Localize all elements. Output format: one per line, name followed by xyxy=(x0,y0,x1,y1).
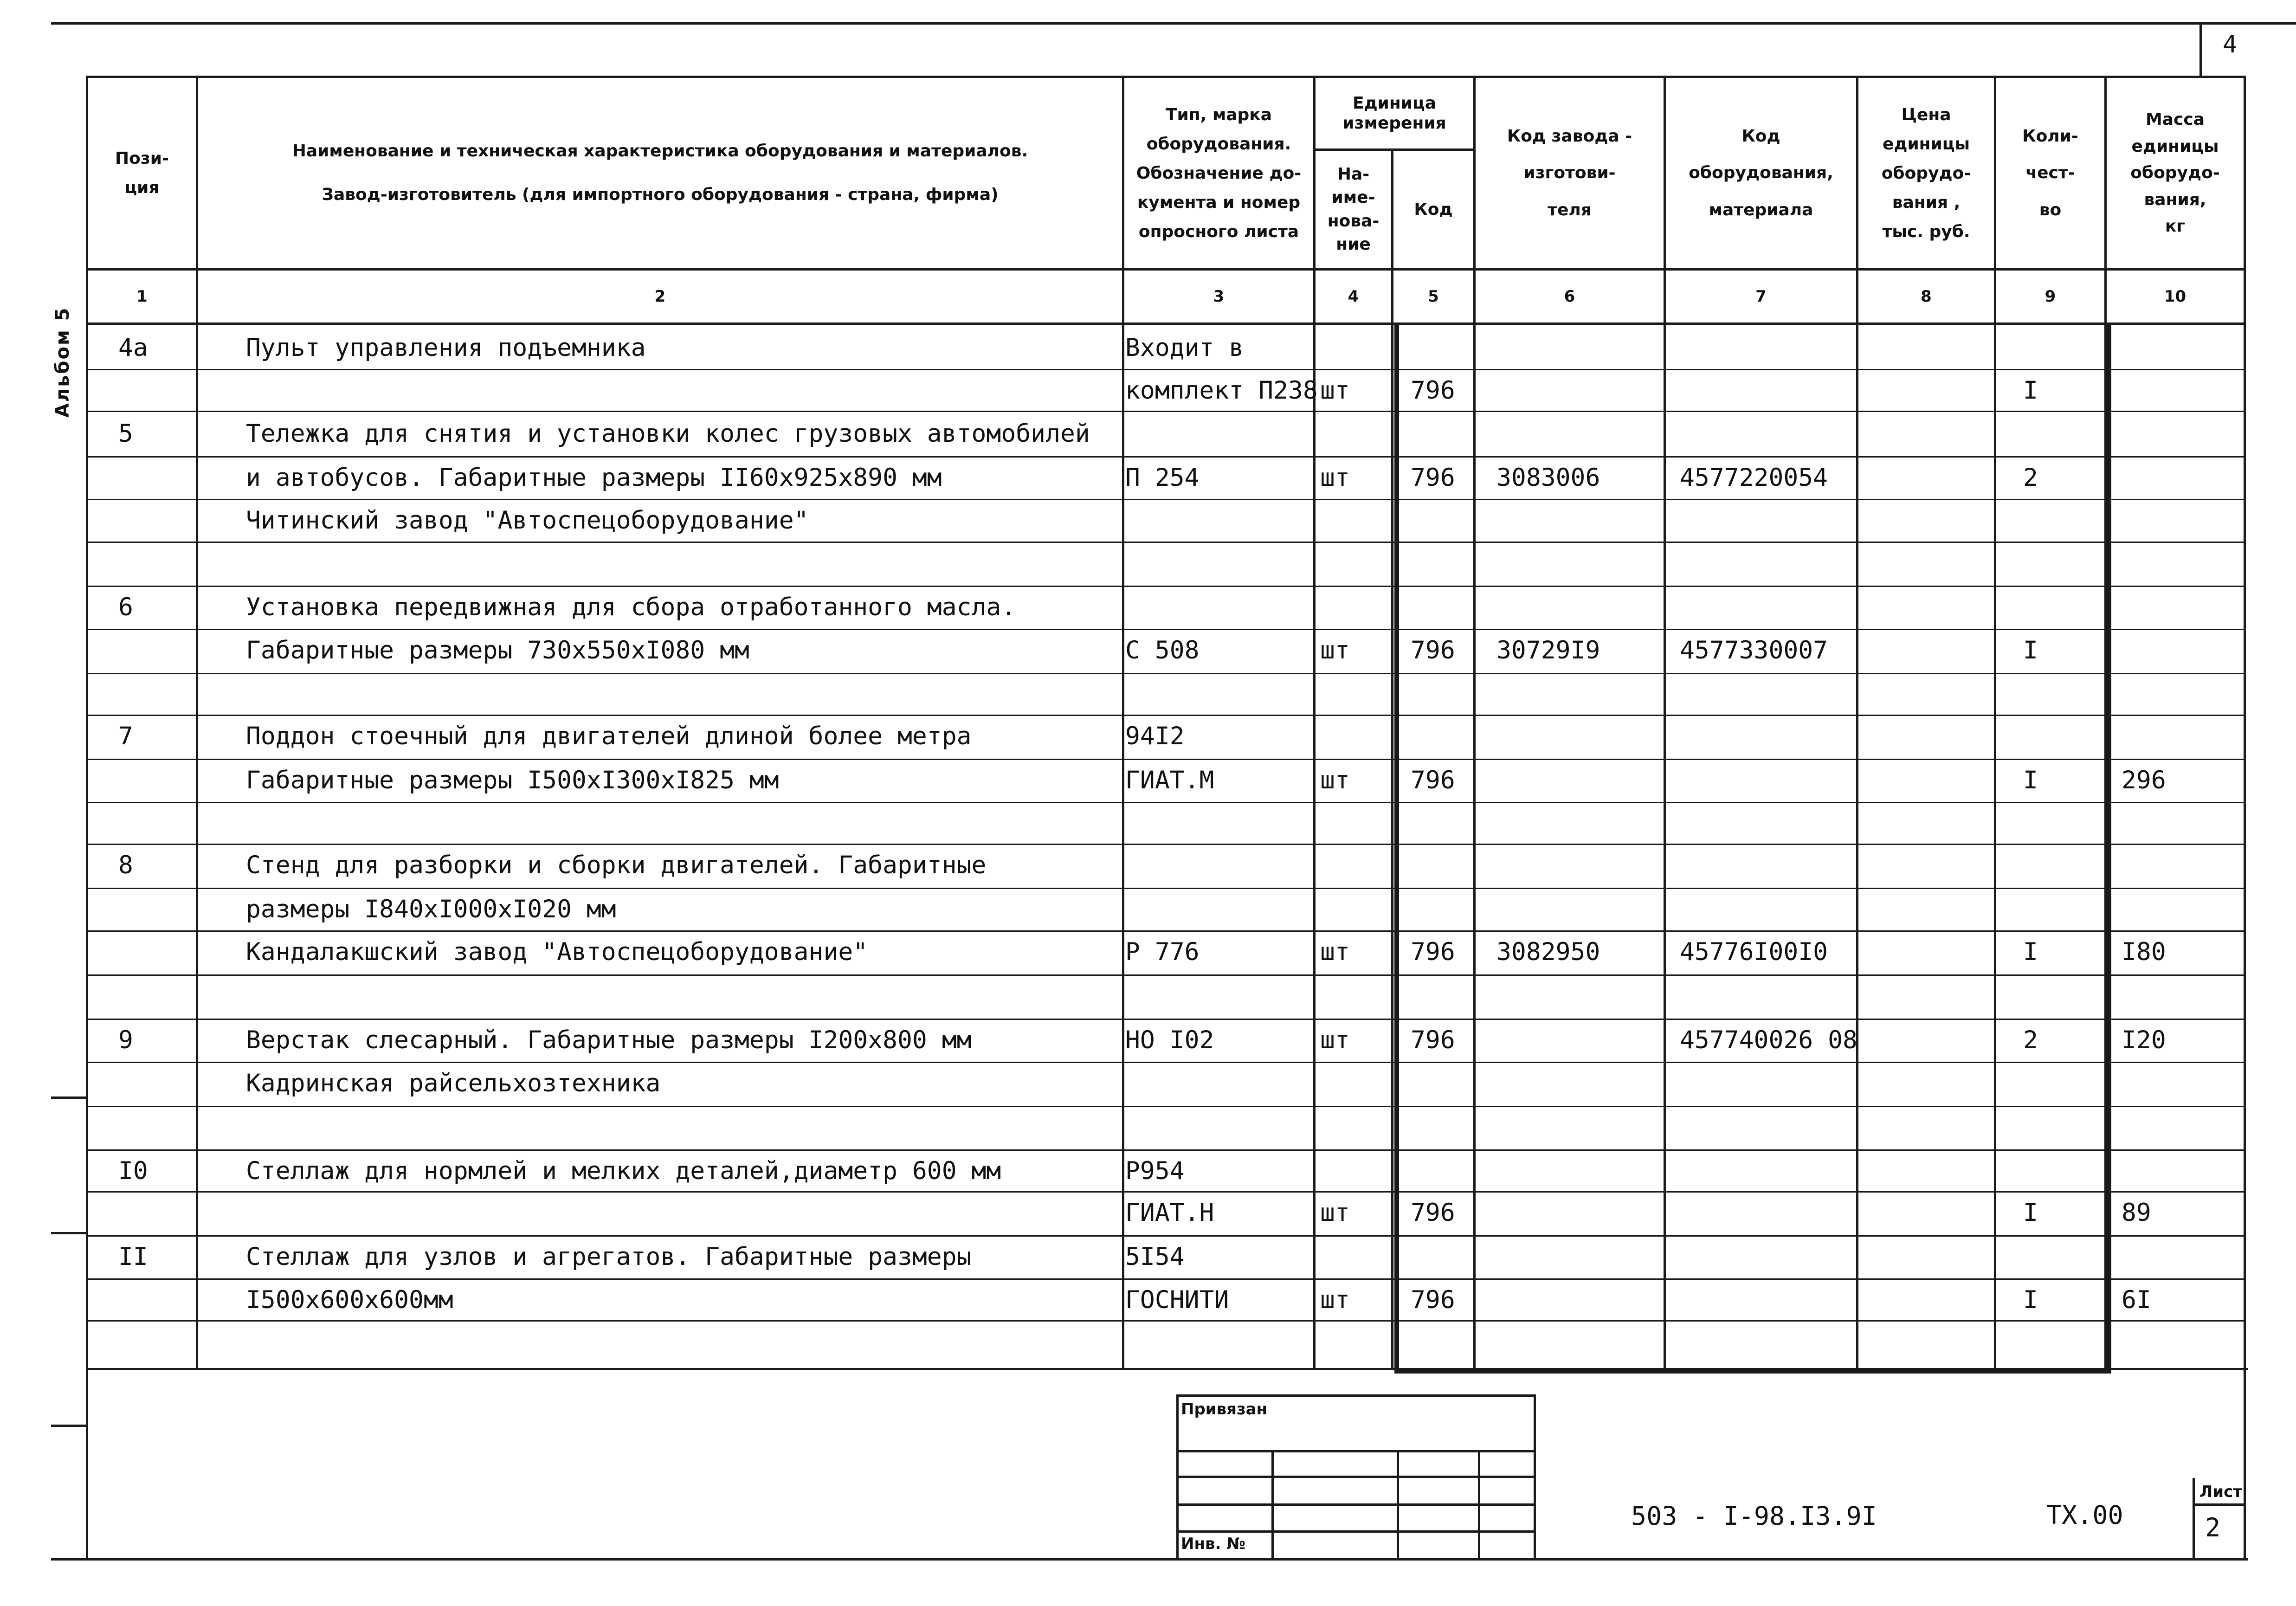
cell-unit: шт xyxy=(1320,636,1350,664)
thick-block-right xyxy=(2107,322,2111,1374)
row-divider xyxy=(86,411,2244,412)
cell-qty: I xyxy=(2023,636,2038,664)
cell-name: Габаритные размеры I500xI300xI825 мм xyxy=(246,766,779,794)
cell-qty: I xyxy=(2023,938,2038,966)
cell-code: 796 xyxy=(1411,636,1455,664)
header-price: Цена единицы оборудо- вания , тыс. руб. xyxy=(1881,105,1971,241)
col-number: 7 xyxy=(1755,287,1767,306)
cell-unit: шт xyxy=(1320,938,1350,966)
row-divider xyxy=(86,844,2244,845)
cell-qty: I xyxy=(2023,1286,2038,1314)
cell-pos: 6 xyxy=(118,593,133,621)
row-divider xyxy=(86,715,2244,716)
col-number: 3 xyxy=(1213,287,1225,306)
cell-name: Кадринская райсельхозтехника xyxy=(246,1069,661,1097)
stamp-top xyxy=(1176,1394,1536,1397)
col-number: 5 xyxy=(1428,287,1439,306)
cell-type: комплект П238 xyxy=(1125,376,1318,405)
cell-type: Р954 xyxy=(1125,1157,1185,1185)
cell-name: Кандалакшский завод "Автоспецоборудование" xyxy=(246,938,868,966)
cell-equip: 4577330007 xyxy=(1680,636,1828,664)
col-number: 10 xyxy=(2164,287,2186,306)
margin-tick xyxy=(51,1096,88,1099)
header-equipment-code: Код оборудования, материала xyxy=(1689,127,1833,219)
row-divider xyxy=(86,369,2244,370)
frame-right-line xyxy=(2244,76,2246,1561)
cell-mass: 89 xyxy=(2122,1199,2151,1227)
row-divider xyxy=(86,456,2244,458)
cell-qty: I xyxy=(2023,376,2038,405)
cell-name: Стеллаж для узлов и агрегатов. Габаритные размеры xyxy=(246,1243,972,1271)
cell-pos: 4а xyxy=(118,334,148,362)
col-divider xyxy=(1994,76,1996,1370)
frame-bottom-line xyxy=(51,1558,2248,1561)
cell-factory: 3082950 xyxy=(1496,938,1600,966)
col-number: 1 xyxy=(136,287,148,306)
col-number: 9 xyxy=(2044,287,2056,306)
cell-pos: 7 xyxy=(118,722,133,750)
row-divider xyxy=(86,499,2244,500)
row-divider xyxy=(86,1368,2244,1369)
sheet-number-box xyxy=(2199,22,2202,78)
row-divider xyxy=(86,1320,2244,1322)
cell-factory: 3083006 xyxy=(1496,464,1600,492)
header-mass: Масса единицы оборудо- вания, кг xyxy=(2130,110,2220,236)
header-position: Пози- ция xyxy=(115,149,169,197)
cell-name: Тележка для снятия и установки колес грузовых автомобилей xyxy=(246,419,1090,448)
cell-code: 796 xyxy=(1411,1026,1455,1054)
cell-pos: 5 xyxy=(118,419,133,448)
cell-type: 5I54 xyxy=(1125,1243,1185,1271)
list-box-divider xyxy=(2193,1503,2246,1506)
cell-type: Р 776 xyxy=(1125,938,1200,966)
col-divider xyxy=(1122,76,1124,1370)
row-divider xyxy=(86,542,2244,543)
row-divider xyxy=(86,888,2244,889)
cell-pos: 8 xyxy=(118,851,133,879)
cell-code: 796 xyxy=(1411,1286,1455,1314)
cell-name: Верстак слесарный. Габаритные размеры I200x800 мм xyxy=(246,1026,972,1054)
album-label: Альбом 5 xyxy=(52,306,73,418)
header-name: Наименование и техническая характеристика оборудования и материалов. Завод-изготовитель (для импортного оборудования - страна, фирма) xyxy=(292,142,1028,204)
col-divider xyxy=(1473,76,1476,1370)
cell-pos: I0 xyxy=(118,1157,148,1185)
cell-code: 796 xyxy=(1411,376,1455,405)
stamp-col xyxy=(1271,1450,1274,1561)
header-quantity: Коли- чест- во xyxy=(2022,127,2078,219)
cell-equip: 457740026 08 xyxy=(1680,1026,1857,1054)
list-box-left xyxy=(2193,1478,2195,1561)
row-divider xyxy=(86,1235,2244,1237)
cell-code: 796 xyxy=(1411,1199,1455,1227)
header-unit-group: Единица измерения xyxy=(1342,93,1446,133)
cell-unit: шт xyxy=(1320,376,1350,405)
row-divider xyxy=(86,930,2244,932)
cell-name: и автобусов. Габаритные размеры II60x925x890 мм xyxy=(246,464,942,492)
col-divider xyxy=(1664,76,1666,1370)
cell-code: 796 xyxy=(1411,938,1455,966)
row-divider xyxy=(86,1019,2244,1020)
row-divider xyxy=(86,1106,2244,1107)
cell-mass: 6I xyxy=(2122,1286,2151,1314)
document-code: 503 - I-98.I3.9I xyxy=(1631,1501,1877,1531)
col-number: 6 xyxy=(1564,287,1575,306)
row-divider xyxy=(86,586,2244,587)
row-divider xyxy=(86,974,2244,976)
cell-type: ГИАТ.Н xyxy=(1125,1199,1214,1227)
cell-equip: 45776I00I0 xyxy=(1680,938,1828,966)
row-divider xyxy=(86,759,2244,760)
cell-name: Стеллаж для нормлей и мелких деталей,диаметр 600 мм xyxy=(246,1157,1001,1185)
inventory-label: Инв. № xyxy=(1181,1535,1246,1553)
cell-qty: 2 xyxy=(2023,464,2038,492)
stamp-col xyxy=(1478,1450,1480,1561)
cell-type: Входит в xyxy=(1125,334,1244,362)
col-number: 8 xyxy=(1921,287,1932,306)
cell-name: Габаритные размеры 730x550xI080 мм xyxy=(246,636,749,664)
col-divider xyxy=(1313,76,1316,1370)
list-number: 2 xyxy=(2205,1513,2221,1542)
cell-qty: I xyxy=(2023,1199,2038,1227)
cell-pos: II xyxy=(118,1243,148,1271)
cell-unit: шт xyxy=(1320,1026,1350,1054)
cell-type: НО I02 xyxy=(1125,1026,1214,1054)
sheet-code: ТХ.00 xyxy=(2046,1500,2123,1530)
header-unit-code: Код xyxy=(1414,200,1453,219)
row-divider xyxy=(86,802,2244,803)
thick-block-left xyxy=(1394,322,1399,1374)
row-divider xyxy=(86,629,2244,630)
stamp-row xyxy=(1176,1503,1536,1506)
row-divider xyxy=(86,1191,2244,1193)
cell-name: Читинский завод "Автоспецоборудование" xyxy=(246,506,809,535)
cell-type: С 508 xyxy=(1125,636,1200,664)
list-label: Лист xyxy=(2199,1483,2242,1501)
stamp-row xyxy=(1176,1476,1536,1478)
cell-unit: шт xyxy=(1320,464,1350,492)
thick-block-bottom xyxy=(1394,1369,2111,1374)
row-divider xyxy=(86,673,2244,674)
cell-code: 796 xyxy=(1411,766,1455,794)
cell-mass: 296 xyxy=(2122,766,2166,794)
cell-qty: I xyxy=(2023,766,2038,794)
cell-name: Пульт управления подъемника xyxy=(246,334,646,362)
cell-mass: I20 xyxy=(2122,1026,2166,1054)
header-type: Тип, марка оборудования. Обозначение до- кумента и номер опросного листа xyxy=(1136,105,1302,241)
cell-name: Установка передвижная для сбора отработанного масла. xyxy=(246,593,1016,621)
bound-label: Привязан xyxy=(1181,1400,1268,1419)
row-divider xyxy=(86,1149,2244,1151)
header-unit-name: На- име- нова- ние xyxy=(1327,164,1380,254)
cell-unit: шт xyxy=(1320,766,1350,794)
cell-mass: I80 xyxy=(2122,938,2166,966)
cell-code: 796 xyxy=(1411,464,1455,492)
cell-name: размеры I840xI000xI020 мм xyxy=(246,895,616,923)
sheet-number: 4 xyxy=(2223,31,2238,58)
col-number: 2 xyxy=(654,287,666,306)
cell-type: П 254 xyxy=(1125,464,1200,492)
stamp-row xyxy=(1176,1450,1536,1452)
cell-type: ГИАТ.М xyxy=(1125,766,1214,794)
row-divider xyxy=(86,1278,2244,1280)
col-numbers-border xyxy=(86,322,2244,325)
cell-equip: 4577220054 xyxy=(1680,464,1828,492)
stamp-row xyxy=(1176,1530,1536,1533)
cell-factory: 30729I9 xyxy=(1496,636,1600,664)
col-divider xyxy=(1856,76,1858,1370)
cell-pos: 9 xyxy=(118,1026,133,1054)
cell-type: ГОСНИТИ xyxy=(1125,1286,1229,1314)
stamp-col xyxy=(1397,1450,1399,1561)
row-divider xyxy=(86,1062,2244,1063)
cell-type: 94I2 xyxy=(1125,722,1185,750)
cell-name: Поддон стоечный для двигателей длиной более метра xyxy=(246,722,972,750)
cell-unit: шт xyxy=(1320,1286,1350,1314)
col-number: 4 xyxy=(1348,287,1359,306)
col-divider xyxy=(196,76,198,1370)
cell-unit: шт xyxy=(1320,1199,1350,1227)
cell-name: I500x600x600мм xyxy=(246,1286,453,1314)
header-factory-code: Код завода - изготови- теля xyxy=(1507,127,1632,219)
margin-tick xyxy=(51,1232,88,1234)
cell-qty: 2 xyxy=(2023,1026,2038,1054)
cell-name: Стенд для разборки и сборки двигателей. Габаритные xyxy=(246,851,987,879)
top-frame-line xyxy=(51,22,2296,25)
margin-tick xyxy=(51,1425,88,1427)
